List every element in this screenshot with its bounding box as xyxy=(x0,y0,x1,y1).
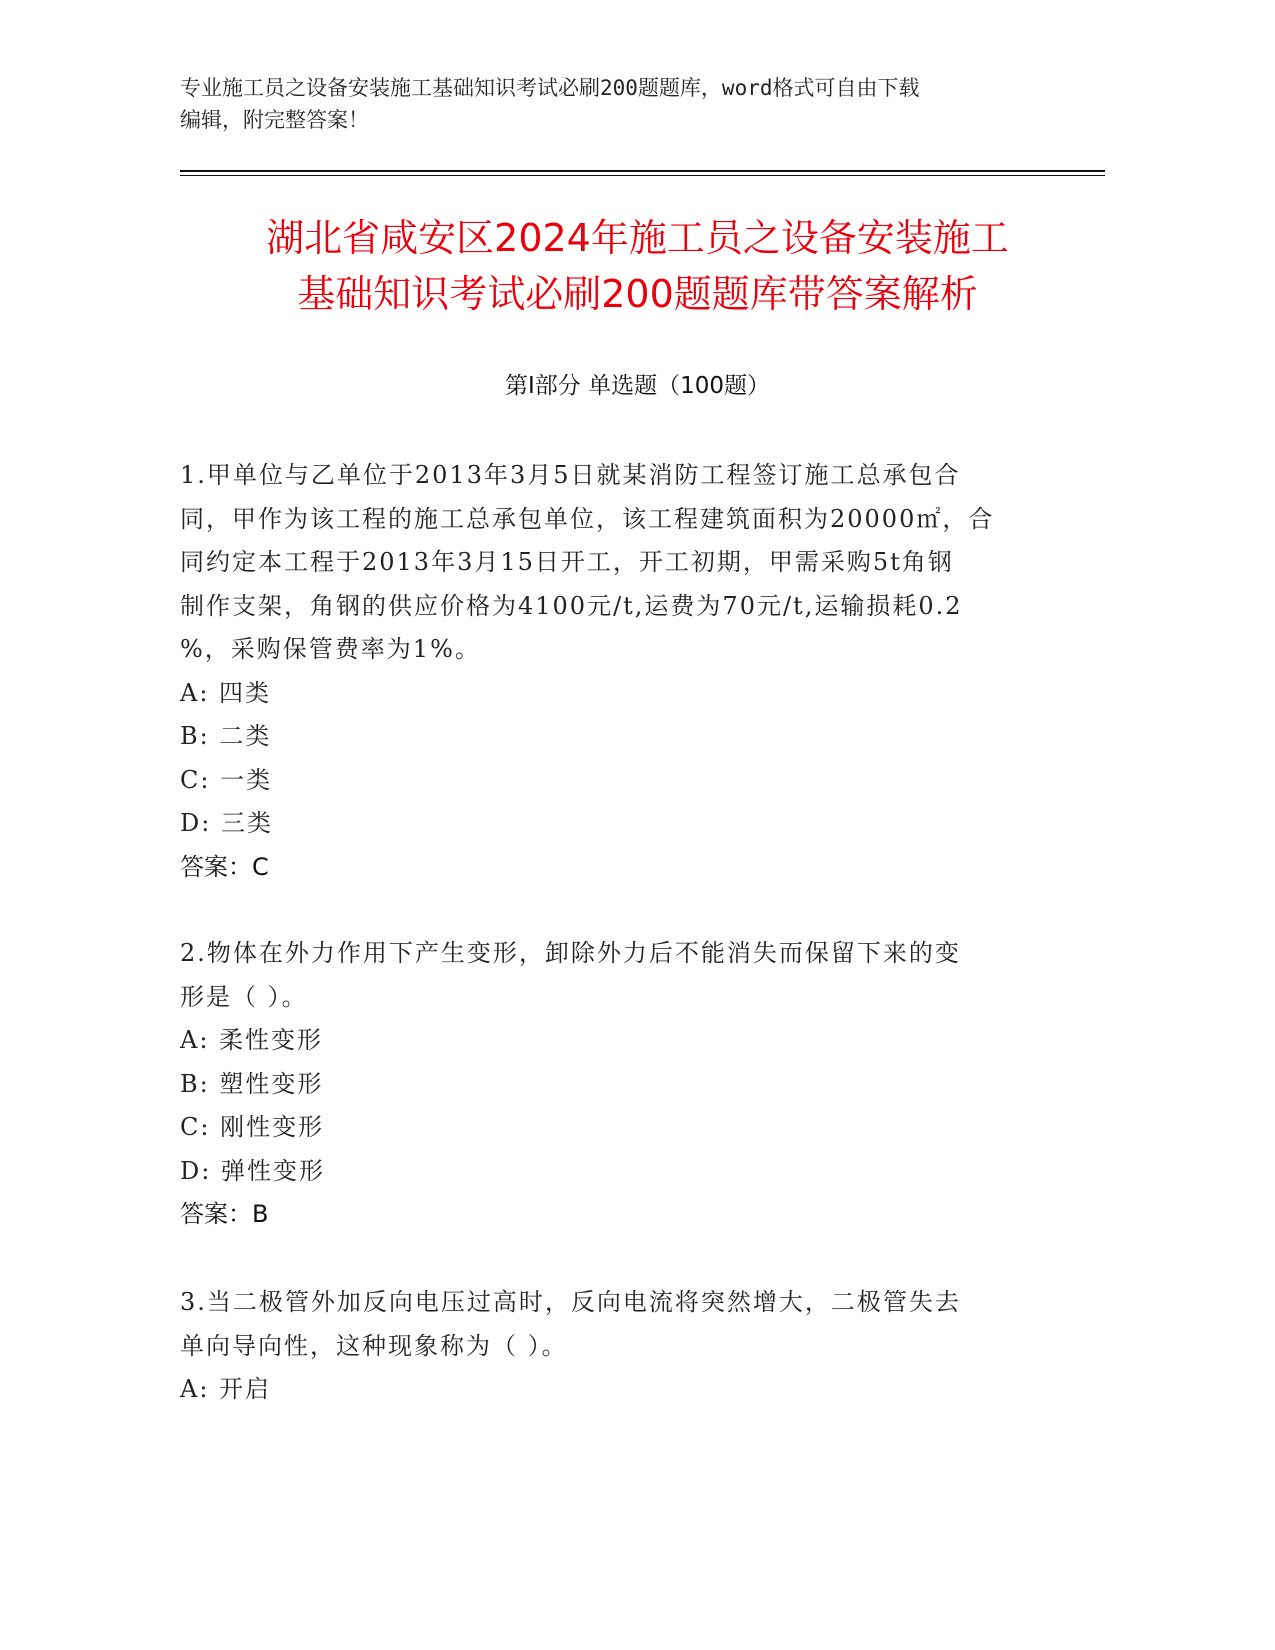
question-stem-line: 3.当二极管外加反向电压过高时，反向电流将突然增大，二极管失去 xyxy=(180,1288,961,1316)
section-heading: 第Ⅰ部分 单选题（100题） xyxy=(505,373,770,399)
option-a: A: 四类 xyxy=(180,678,272,707)
option-a: A: 柔性变形 xyxy=(180,1026,324,1054)
option-d: D: 三类 xyxy=(180,809,273,837)
title-line: 湖北省咸安区2024年施工员之设备安装施工 xyxy=(266,216,1009,260)
header-divider-thin xyxy=(180,175,1105,176)
question-stem-line: 2.物体在外力作用下产生变形，卸除外力后不能消失而保留下来的变 xyxy=(180,939,961,967)
question-stem-line: 形是（ ）。 xyxy=(180,982,308,1011)
option-c: C: 一类 xyxy=(180,765,273,794)
question-stem-line: 同，甲作为该工程的施工总承包单位，该工程建筑面积为20000㎡，合 xyxy=(180,504,995,533)
answer: 答案：C xyxy=(180,852,269,881)
option-c: C: 刚性变形 xyxy=(180,1113,325,1141)
header-note-line: 专业施工员之设备安装施工基础知识考试必刷200题题库，word格式可自由下载 xyxy=(180,76,920,100)
question-stem-line: 1.甲单位与乙单位于2013年3月5日就某消防工程签订施工总承包合 xyxy=(180,461,961,489)
question-stem-line: 单向导向性，这种现象称为（ ）。 xyxy=(180,1331,568,1360)
header-divider xyxy=(180,170,1105,172)
question-3 xyxy=(180,1281,1060,1412)
question-stem-line: 同约定本工程于2013年3月15日开工，开工初期，甲需采购5t角钢 xyxy=(180,548,954,576)
question-1 xyxy=(180,454,1060,889)
document-title xyxy=(180,210,1095,322)
option-b: B: 二类 xyxy=(180,722,272,750)
question-stem-line: 制作支架，角钢的供应价格为4100元/t,运费为70元/t,运输损耗0.2 xyxy=(180,591,963,620)
question-stem-line: %，采购保管费率为1%。 xyxy=(180,635,481,663)
answer: 答案：B xyxy=(180,1200,269,1228)
question-2 xyxy=(180,932,1060,1237)
option-b: B: 塑性变形 xyxy=(180,1069,324,1098)
option-d: D: 弹性变形 xyxy=(180,1156,325,1185)
title-line: 基础知识考试必刷200题题库带答案解析 xyxy=(297,272,978,316)
header-note-line: 编辑，附完整答案！ xyxy=(180,108,369,132)
header-note xyxy=(180,72,1040,136)
option-a: A: 开启 xyxy=(180,1375,272,1403)
